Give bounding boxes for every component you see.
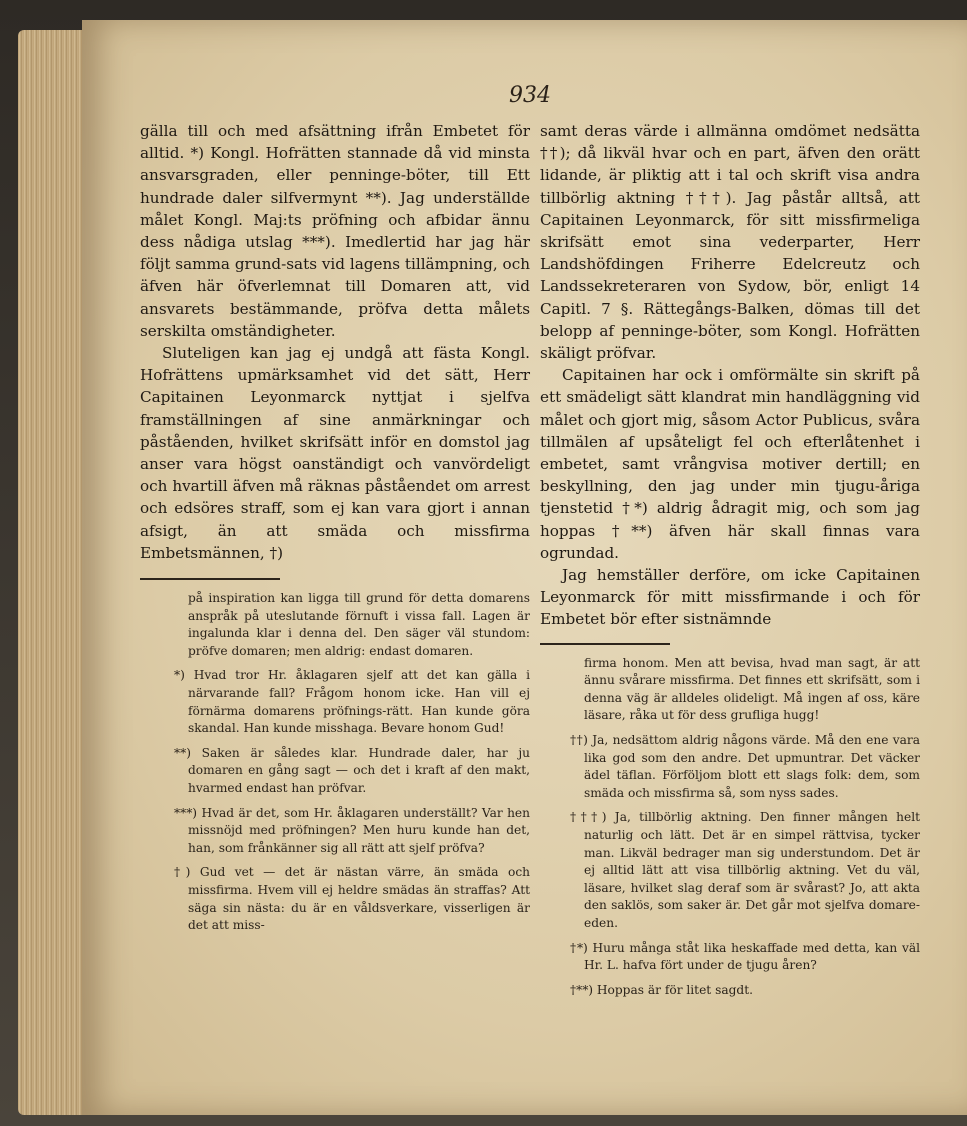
- right-column: [540, 120, 920, 1006]
- left-footnote-4: †) Gud vet — det är nästan värre, än smäda och missfirma. Hvem vill ej heldre smädas än straffas? Att säga sin nästa: du är en våldsverkare, visserligen är det att miss-: [174, 865, 530, 933]
- left-footnote-continuation: på inspiration kan ligga till grund för detta domarens anspråk på uteslutande förnuft i vissa fall. Lagen är ingalunda klar i denna del. Den säger väl stundom: pröfve domaren; men aldrig: endast domaren.: [188, 591, 530, 658]
- page-number: 934: [509, 83, 551, 108]
- footnote-rule: [540, 643, 670, 645]
- footnote-rule: [140, 578, 280, 580]
- right-footnote-1: ††) Ja, nedsättom aldrig någons värde. Må den ene vara lika god som den andre. Det upmuntrar. Det väcker ädel täflan. Förföljom blott ett slags folk: dem, som smäda och missfirma så, som nyss sades.: [570, 733, 920, 800]
- right-footnote-continuation: firma honom. Men att bevisa, hvad man sagt, är att ännu svårare missfirma. Det finnes ett skrifsätt, som i denna väg är alldeles olideligt. Må ingen af oss, käre läsare, råka ut för dess grufliga hugg!: [584, 655, 920, 723]
- right-paragraph-3: Jag hemställer derföre, om icke Capitainen Leyonmarck för mitt missfirmande i och för Embetet bör efter sistnämnde: [540, 566, 920, 629]
- right-paragraph-1: samt deras värde i allmänna omdömet nedsätta ††); då likväl hvar och en part, äfven den orätt lidande, är pliktig att i tal och skrift visa andra tillbörlig aktning †††). Jag påstår alltså, att Capitainen Leyonmarck, för sitt missfirmeliga skrifsätt emot sina vederparter, Herr Landshöfdingen Friherre Edelcreutz och Landssekreteraren von Sydow, bör, enligt 14 Capitl. 7 §. Rättegångs-Balken, dömas till det belopp af penninge-böter, som Kongl. Hofrätten skäligt pröfvar.: [540, 122, 920, 363]
- right-footnote-2: †††) Ja, tillbörlig aktning. Den finner mången helt naturlig och lätt. Det är en simpel rättvisa, tycker man. Likväl bedrager man sig understundom. Det är ej alltid lätt att visa tillbörlig aktning. Vet du väl, läsare, hvilket slag deraf som är svårast? Jo, att akta den saklös, som saker är. Det går mot sjelfva domare-eden.: [570, 810, 920, 930]
- left-footnote-3: ***) Hvad är det, som Hr. åklagaren underställt? Var hen missnöjd med pröfningen? Men huru kunde han det, han, som frånkänner sig all rätt att sjelf pröfva?: [174, 805, 530, 855]
- left-paragraph-2: Sluteligen kan jag ej undgå att fästa Kongl. Hofrättens upmärksamhet vid det sätt, Herr Capitainen Leyonmarck nyttjat i sjelfva framställningen af sine anmärkningar och påståenden, hvilket skrifsätt inför en domstol jag anser vara högst oanständigt och vanvördeligt och hvartill äfven må räknas påståendet om arrest och edsöres straff, som ej kan vara gjort i annan afsigt, än att smäda och missfirma Embetsmännen, †): [140, 344, 530, 562]
- right-footnote-3: †*) Huru många ståt lika heskaffade med detta, kan väl Hr. L. hafva fört under de tjugu åren?: [570, 940, 920, 973]
- right-footnote-4: †**) Hoppas är för litet sagdt.: [570, 982, 753, 997]
- left-column: [140, 120, 530, 942]
- left-paragraph-1: gälla till och med afsättning ifrån Embetet för alltid. *) Kongl. Hofrätten stannade då vid minsta ansvarsgraden, eller penninge-böter, till Ett hundrade daler silfvermynt **). Jag underställde målet Kongl. Maj:ts pröfning och afbidar ännu dess nådiga utslag ***). Imedlertid har jag här följt samma grund-sats vid lagens tillämpning, och äfven här öfverlemnat till Domaren att, vid ansvarets bestämmande, pröfva detta målets serskilta omständigheter.: [140, 122, 530, 340]
- left-footnote-1: *) Hvad tror Hr. åklagaren sjelf att det kan gälla i närvarande fall? Frågom honom icke. Han vill ej förnärma domarens pröfnings-rätt. Han kunde göra skandal. Han kunde misshaga. Bevare honom Gud!: [174, 668, 530, 736]
- left-footnote-2: **) Saken är således klar. Hundrade daler, har ju domaren en gång sagt — och det i kraft af den makt, hvarmed endast han pröfvar.: [174, 745, 530, 795]
- right-paragraph-2: Capitainen har ock i omförmälte sin skrift på ett smädeligt sätt klandrat min handläggning vid målet och gjort mig, såsom Actor Publicus, svåra tillmälen af upsåteligt fel och efterlåtenhet i embetet, samt vrångvisa motiver dertill; en beskyllning, den jag under min tjugu-åriga tjenstetid †*) aldrig ådragit mig, och som jag hoppas †**) äfven här skall finnas vara ogrundad.: [540, 366, 920, 562]
